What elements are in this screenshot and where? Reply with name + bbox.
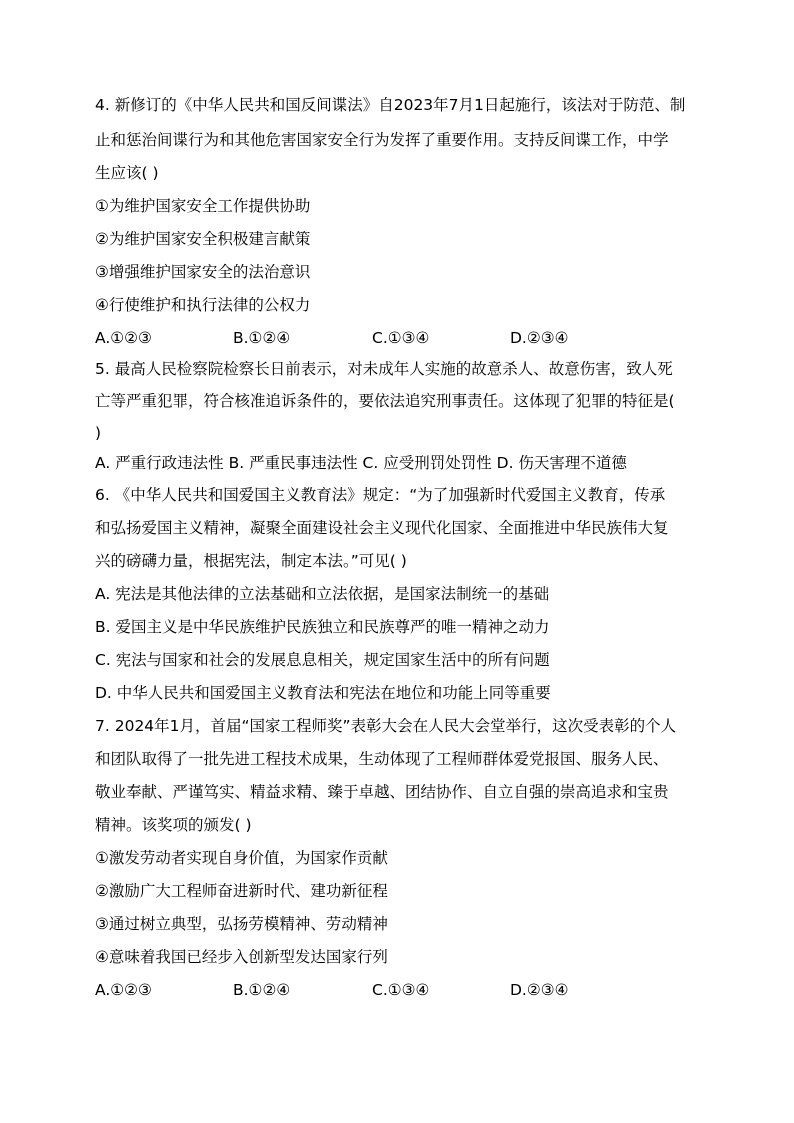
q7-item-2: ②激励广大工程师奋进新时代、建功新征程: [95, 882, 388, 900]
q7-item-1: ①激发劳动者实现自身价值，为国家作贡献: [95, 849, 388, 867]
q4-choice-d: D.②③④: [510, 329, 569, 347]
q6-choice-a: A. 宪法是其他法律的立法基础和立法依据，是国家法制统一的基础: [95, 585, 550, 603]
q7-choice-c: C.①③④: [372, 981, 430, 999]
q7-stem-line-1: 7. 2024年1月，首届“国家工程师奖”表彰大会在人民大会堂举行，这次受表彰的个人: [95, 717, 677, 735]
q4-stem-line-3: 生应该( ): [95, 164, 159, 182]
q5-stem-line-3: ): [95, 424, 102, 442]
q4-item-1: ①为维护国家安全工作提供协助: [95, 197, 311, 215]
q6-choice-c: C. 宪法与国家和社会的发展息息相关，规定国家生活中的所有问题: [95, 651, 550, 669]
q6-stem-line-3: 兴的磅礴力量，根据宪法，制定本法。”可见( ): [95, 552, 407, 570]
q4-stem-line-2: 止和惩治间谍行为和其他危害国家安全行为发挥了重要作用。支持反间谍工作，中学: [95, 131, 669, 149]
q4-item-3: ③增强维护国家安全的法治意识: [95, 263, 311, 281]
q6-choice-b: B. 爱国主义是中华民族维护民族独立和民族尊严的唯一精神之动力: [95, 618, 550, 636]
q7-choice-d: D.②③④: [510, 981, 569, 999]
q4-stem-line-1: 4. 新修订的《中华人民共和国反间谍法》自2023年7月1日起施行，该法对于防范、制: [95, 96, 686, 114]
q6-stem-line-2: 和弘扬爱国主义精神，凝聚全面建设社会主义现代化国家、全面推进中华民族伟大复: [95, 519, 669, 537]
q6-stem-line-1: 6. 《中华人民共和国爱国主义教育法》规定：“为了加强新时代爱国主义教育，传承: [95, 486, 666, 504]
q7-stem-line-3: 敬业奉献、严谨笃实、精益求精、臻于卓越、团结协作、自立自强的崇高追求和宝贵: [95, 783, 669, 801]
q4-choice-b: B.①②④: [233, 329, 291, 347]
q5-stem-line-2: 亡等严重犯罪，符合核准追诉条件的，要依法追究刑事责任。这体现了犯罪的特征是(: [95, 392, 675, 410]
q7-choice-a: A.①②③: [95, 981, 152, 999]
q7-item-3: ③通过树立典型，弘扬劳模精神、劳动精神: [95, 915, 388, 933]
q4-item-4: ④行使维护和执行法律的公权力: [95, 296, 311, 314]
q7-stem-line-4: 精神。该奖项的颁发( ): [95, 816, 252, 834]
q4-choice-a: A.①②③: [95, 329, 152, 347]
q7-item-4: ④意味着我国已经步入创新型发达国家行列: [95, 948, 388, 966]
q4-item-2: ②为维护国家安全积极建言献策: [95, 230, 311, 248]
q5-choices: A. 严重行政违法性 B. 严重民事违法性 C. 应受刑罚处罚性 D. 伤天害理不道德: [95, 454, 627, 472]
q6-choice-d: D. 中华人民共和国爱国主义教育法和宪法在地位和功能上同等重要: [95, 684, 551, 702]
q4-choice-c: C.①③④: [372, 329, 430, 347]
q5-stem-line-1: 5. 最高人民检察院检察长日前表示，对未成年人实施的故意杀人、故意伤害，致人死: [95, 360, 673, 378]
q7-choice-b: B.①②④: [233, 981, 291, 999]
q7-stem-line-2: 和团队取得了一批先进工程技术成果，生动体现了工程师群体爱党报国、服务人民、: [95, 750, 669, 768]
